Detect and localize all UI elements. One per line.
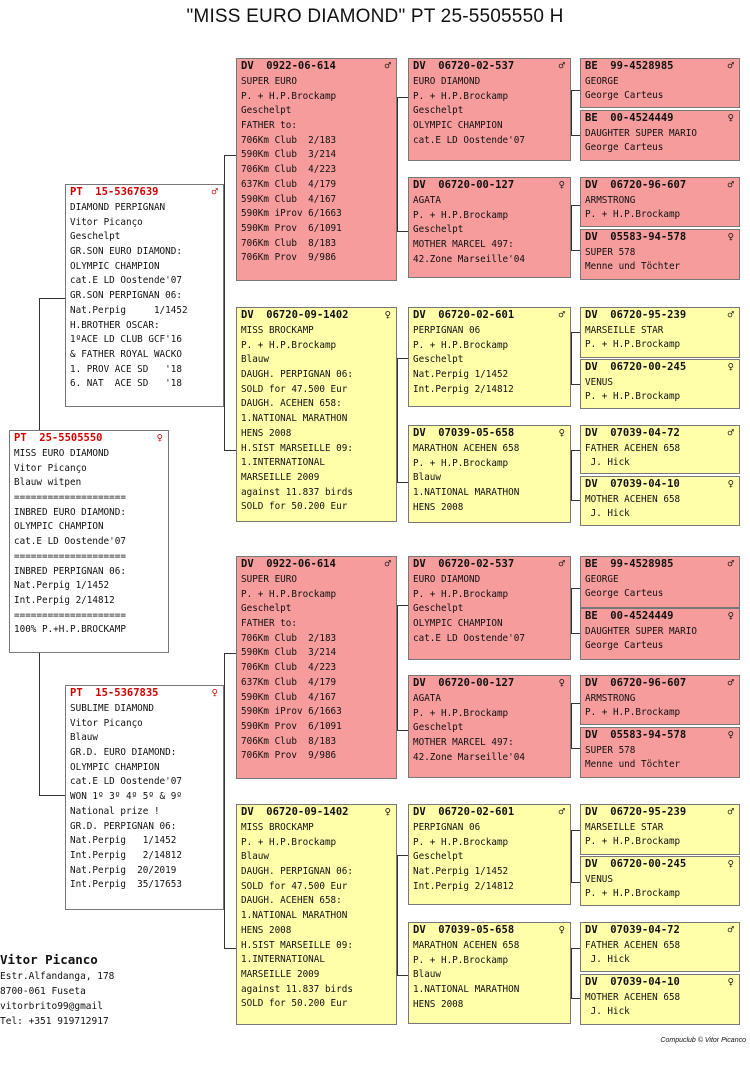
pedigree-line: PERPIGNAN 06 (413, 325, 481, 336)
pedigree-line: GR.SON PERPIGNAN 06: (70, 290, 182, 302)
ggp-card-agata-2: DV 06720-00-127 ♀ AGATA P. + H.P.Brockamp Geschelpt MOTHER MARCEL 497: 42.Zone Marseille'04 (408, 675, 571, 778)
pedigree-line: HENS 2008 (241, 924, 292, 936)
pedigree-line: P. + H.P.Brockamp (413, 954, 509, 966)
gggp-card-marseille-star-2: DV 06720-95-239 ♂ MARSEILLE STAR P. + H.P.Brockamp (580, 804, 740, 855)
gggp-card-daughter-super-mario-2: BE 00-4524449 ♀ DAUGHTER SUPER MARIO George Carteus (580, 608, 740, 660)
pedigree-line: MOTHER MARCEL 497: (413, 239, 514, 251)
pedigree-line: 590Km Club 3/214 (241, 149, 337, 161)
pedigree-line: H.SIST MARSEILLE 09: (241, 442, 353, 454)
pedigree-line: VENUS (585, 377, 613, 388)
pedigree-line: P. + H.P.Brockamp (585, 391, 681, 403)
pedigree-line: SUBLIME DIAMOND (70, 703, 154, 714)
pedigree-line: GEORGE (585, 574, 619, 585)
pedigree-line: FATHER ACEHEN 658 (585, 940, 681, 951)
male-symbol-icon: ♂ (558, 558, 565, 570)
female-symbol-icon: ♀ (384, 806, 391, 818)
pedigree-line: P. + H.P.Brockamp (241, 588, 337, 600)
pedigree-line: HENS 2008 (241, 427, 292, 439)
father-card (65, 184, 224, 407)
pedigree-line: Vitor Picanço (70, 717, 143, 729)
father-lines (66, 200, 223, 392)
pedigree-line: DAUGH. PERPIGNAN 06: (241, 866, 353, 878)
mother-card (65, 685, 224, 910)
pedigree-line: ARMSTRONG (585, 693, 636, 704)
pedigree-line: P. + H.P.Brockamp (585, 209, 681, 221)
pedigree-line: SOLD for 50.200 Eur (241, 998, 348, 1010)
pedigree-line: Int.Perpig 2/14812 (413, 383, 514, 395)
pedigree-line: Geschelpt (413, 603, 464, 615)
male-symbol-icon: ♂ (727, 806, 734, 818)
female-symbol-icon: ♀ (727, 729, 734, 741)
pedigree-line: 1.NATIONAL MARATHON (241, 910, 348, 922)
breeder-postcode: 8700-061 Fuseta (0, 986, 86, 997)
pedigree-line: WON 1º 3º 4º 5º & 9º (70, 791, 182, 803)
pedigree-line: 637Km Club 4/179 (241, 676, 337, 688)
pedigree-line: 1.NATIONAL MARATHON (241, 413, 348, 425)
pedigree-line: P. + H.P.Brockamp (241, 339, 337, 351)
ggp-card-perpignan-2: DV 06720-02-601 ♂ PERPIGNAN 06 P. + H.P.Brockamp Geschelpt Nat.Perpig 1/1452 Int.Perpig 2/14812 (408, 804, 571, 905)
female-symbol-icon: ♀ (727, 231, 734, 243)
pedigree-line: DAUGHTER SUPER MARIO (585, 626, 697, 637)
male-symbol-icon: ♂ (727, 179, 734, 191)
grandparent-card-miss-brockamp-2: DV 06720-09-1402 ♀ MISS BROCKAMP P. + H.P.Brockamp Blauw DAUGH. PERPIGNAN 06: SOLD for 47.500 Eur DAUGH. ACEHEN 658: 1.NATIONAL MARATHON HENS 2008 H.SIST MARSEILLE 09: 1.INTERNATIONAL MARSEILLE 2009 against 11.837 birds SOLD for 50.200 Eur (236, 804, 397, 1025)
pedigree-line: 1ºACE LD CLUB GCF'16 (70, 334, 182, 346)
male-symbol-icon: ♂ (558, 806, 565, 818)
gggp-card-super-578-2: DV 05583-94-578 ♀ SUPER 578 Menne und Töchter (580, 727, 740, 778)
pedigree-line: Geschelpt (413, 105, 464, 117)
pedigree-line: 706Km Club 8/183 (241, 237, 337, 249)
gggp-card-venus-2: DV 06720-00-245 ♀ VENUS P. + H.P.Brockamp (580, 856, 740, 906)
pedigree-line: MOTHER ACEHEN 658 (585, 992, 681, 1003)
pedigree-line: GR.D. PERPIGNAN 06: (70, 820, 177, 832)
mother-lines (66, 701, 223, 893)
pedigree-line: Nat.Perpig 1/1452 (14, 580, 110, 592)
ggp-card-marathon-2: DV 07039-05-658 ♀ MARATHON ACEHEN 658 P. + H.P.Brockamp Blauw 1.NATIONAL MARATHON HENS 2008 (408, 922, 571, 1024)
pedigree-line: Int.Perpig 35/17653 (70, 879, 182, 891)
pedigree-line: OLYMPIC CHAMPION (70, 761, 160, 773)
pedigree-line: P. + H.P.Brockamp (585, 339, 681, 351)
pedigree-line: 42.Zone Marseille'04 (413, 751, 525, 763)
pedigree-line: 6. NAT ACE SD '18 (70, 378, 182, 390)
female-symbol-icon: ♀ (727, 112, 734, 124)
gggp-card-marseille-star: DV 06720-95-239 ♂ MARSEILLE STAR P. + H.P.Brockamp (580, 307, 740, 358)
pedigree-line: 1.NATIONAL MARATHON (413, 984, 520, 996)
pedigree-line: P. + H.P.Brockamp (413, 588, 509, 600)
pedigree-line: OLYMPIC CHAMPION (70, 260, 160, 272)
male-symbol-icon: ♂ (727, 309, 734, 321)
pedigree-line: 706Km Club 4/223 (241, 662, 337, 674)
pedigree-line: Int.Perpig 2/14812 (413, 880, 514, 892)
subject-ring: PT 25-5505550 ♀ (14, 432, 163, 444)
pedigree-line: against 11.837 birds (241, 983, 353, 995)
female-symbol-icon: ♀ (727, 361, 734, 373)
pedigree-line: Geschelpt (413, 722, 464, 734)
pedigree-line: 590Km Prov 6/1091 (241, 720, 342, 732)
pedigree-line: 1. PROV ACE SD '18 (70, 363, 182, 375)
pedigree-line: Geschelpt (241, 105, 292, 117)
pedigree-line: SUPER EURO (241, 76, 297, 87)
pedigree-line: P. + H.P.Brockamp (413, 209, 509, 221)
male-symbol-icon: ♂ (727, 924, 734, 936)
pedigree-line: Vitor Picanço (70, 216, 143, 228)
pedigree-line: 1.NATIONAL MARATHON (413, 487, 520, 499)
female-symbol-icon: ♀ (558, 924, 565, 936)
pedigree-line: P. + H.P.Brockamp (585, 888, 681, 900)
pedigree-line: OLYMPIC CHAMPION (413, 618, 503, 630)
pedigree-line: Nat.Perpig 1/1452 (413, 369, 509, 381)
pedigree-line: Nat.Perpig 1/1452 (70, 835, 177, 847)
ggp-card-perpignan: DV 06720-02-601 ♂ PERPIGNAN 06 P. + H.P.Brockamp Geschelpt Nat.Perpig 1/1452 Int.Perpig 2/14812 (408, 307, 571, 407)
female-symbol-icon: ♀ (727, 478, 734, 490)
grandparent-card-super-euro-2: DV 0922-06-614 ♂ SUPER EURO P. + H.P.Brockamp Geschelpt FATHER to: 706Km Club 2/183 590Km Club 3/214 706Km Club 4/223 637Km Club 4/179 590Km Club 4/167 590Km iProv 6/1663 590Km Prov 6/1091 706Km Club 8/183 706Km Prov 9/986 (236, 556, 397, 779)
pedigree-line: MARSEILLE 2009 (241, 968, 320, 980)
pedigree-line: Nat.Perpig 1/1452 (70, 304, 188, 316)
pedigree-line: 590Km Club 4/167 (241, 691, 337, 703)
pedigree-line: P. + H.P.Brockamp (241, 90, 337, 102)
pedigree-line: GEORGE (585, 76, 619, 87)
pedigree-line: SOLD for 50.200 Eur (241, 501, 348, 513)
female-symbol-icon: ♀ (558, 427, 565, 439)
pedigree-line: Int.Perpig 2/14812 (70, 849, 182, 861)
pedigree-line: Blauw (413, 472, 441, 484)
gggp-card-father-acehen-2: DV 07039-04-72 ♂ FATHER ACEHEN 658 J. Hick (580, 922, 740, 972)
pedigree-line: 706Km Prov 9/986 (241, 252, 337, 264)
pedigree-line: SUPER 578 (585, 247, 636, 258)
pedigree-line: J. Hick (585, 457, 630, 469)
gggp-card-george: BE 99-4528985 ♂ GEORGE George Carteus (580, 58, 740, 108)
male-symbol-icon: ♂ (558, 309, 565, 321)
pedigree-line: MARATHON ACEHEN 658 (413, 443, 520, 454)
pedigree-line: Int.Perpig 2/14812 (14, 594, 115, 606)
pedigree-line: EURO DIAMOND (413, 574, 481, 585)
pedigree-line: Vitor Picanço (14, 462, 87, 474)
pedigree-title: "MISS EURO DIAMOND" PT 25-5505550 H (186, 6, 564, 27)
female-symbol-icon: ♀ (558, 677, 565, 689)
pedigree-line: MISS BROCKAMP (241, 822, 314, 833)
male-symbol-icon: ♂ (384, 60, 391, 72)
pedigree-line: DAUGH. PERPIGNAN 06: (241, 369, 353, 381)
pedigree-line: J. Hick (585, 954, 630, 966)
pedigree-line: Blauw (70, 732, 98, 744)
pedigree-line: H.SIST MARSEILLE 09: (241, 939, 353, 951)
pedigree-line: OLYMPIC CHAMPION (14, 521, 104, 533)
pedigree-line: DAUGHTER SUPER MARIO (585, 128, 697, 139)
pedigree-line: EURO DIAMOND (413, 76, 481, 87)
pedigree-line: 590Km iProv 6/1663 (241, 208, 342, 220)
pedigree-line: H.BROTHER OSCAR: (70, 319, 160, 331)
gggp-card-armstrong-2: DV 06720-96-607 ♂ ARMSTRONG P. + H.P.Brockamp (580, 675, 740, 725)
gggp-card-daughter-super-mario: BE 00-4524449 ♀ DAUGHTER SUPER MARIO George Carteus (580, 110, 740, 161)
male-symbol-icon: ♂ (558, 60, 565, 72)
grandparent-card-super-euro: DV 0922-06-614 ♂ SUPER EURO P. + H.P.Brockamp Geschelpt FATHER to: 706Km Club 2/183 590Km Club 3/214 706Km Club 4/223 637Km Club 4/179 590Km Club 4/167 590Km iProv 6/1663 590Km Prov 6/1091 706Km Club 8/183 706Km Prov 9/986 (236, 58, 397, 281)
pedigree-line: 590Km Club 3/214 (241, 647, 337, 659)
male-symbol-icon: ♂ (727, 427, 734, 439)
breeder-address: Estr.Alfandanga, 178 (0, 971, 115, 982)
pedigree-line: P. + H.P.Brockamp (585, 707, 681, 719)
pedigree-line: MISS EURO DIAMOND (14, 448, 110, 459)
father-ring: PT 15-5367639 ♂ (70, 186, 218, 198)
pedigree-line: MARSEILLE STAR (585, 325, 664, 336)
gggp-card-venus: DV 06720-00-245 ♀ VENUS P. + H.P.Brockamp (580, 359, 740, 409)
pedigree-line: HENS 2008 (413, 998, 464, 1010)
pedigree-line: Geschelpt (413, 851, 464, 863)
pedigree-line: MISS BROCKAMP (241, 325, 314, 336)
gggp-card-mother-acehen: DV 07039-04-10 ♀ MOTHER ACEHEN 658 J. Hick (580, 476, 740, 526)
male-symbol-icon: ♂ (727, 60, 734, 72)
pedigree-line: Blauw (241, 851, 269, 863)
pedigree-line: Geschelpt (70, 231, 121, 243)
pedigree-line: cat.E LD Oostende'07 (413, 134, 525, 146)
pedigree-line: 42.Zone Marseille'04 (413, 253, 525, 265)
male-symbol-icon: ♂ (727, 677, 734, 689)
pedigree-line: cat.E LD Oostende'07 (14, 536, 126, 548)
pedigree-line: P. + H.P.Brockamp (585, 836, 681, 848)
gggp-card-mother-acehen-2: DV 07039-04-10 ♀ MOTHER ACEHEN 658 J. Hick (580, 974, 740, 1025)
ggp-card-agata: DV 06720-00-127 ♀ AGATA P. + H.P.Brockamp Geschelpt MOTHER MARCEL 497: 42.Zone Marseille'04 (408, 177, 571, 278)
pedigree-line: George Carteus (585, 142, 664, 154)
pedigree-line: 1.INTERNATIONAL (241, 954, 325, 966)
pedigree-line: P. + H.P.Brockamp (241, 836, 337, 848)
pedigree-line: against 11.837 birds (241, 486, 353, 498)
pedigree-line: AGATA (413, 693, 441, 704)
pedigree-line: GR.SON EURO DIAMOND: (70, 246, 182, 258)
pedigree-line: DAUGH. ACEHEN 658: (241, 398, 342, 410)
male-symbol-icon: ♂ (727, 558, 734, 570)
pedigree-line: 637Km Club 4/179 (241, 178, 337, 190)
pedigree-line: GR.D. EURO DIAMOND: (70, 747, 177, 759)
pedigree-line: MOTHER MARCEL 497: (413, 737, 514, 749)
female-symbol-icon: ♀ (727, 858, 734, 870)
ggp-card-euro-diamond-2: DV 06720-02-537 ♂ EURO DIAMOND P. + H.P.Brockamp Geschelpt OLYMPIC CHAMPION cat.E LD Oostende'07 (408, 556, 571, 660)
breeder-email: vitorbrito99@gmail (0, 1001, 103, 1012)
pedigree-line: 590Km Club 4/167 (241, 193, 337, 205)
pedigree-line: FATHER to: (241, 618, 297, 630)
pedigree-line: cat.E LD Oostende'07 (413, 632, 525, 644)
female-symbol-icon: ♀ (384, 309, 391, 321)
mother-ring: PT 15-5367835 ♀ (70, 687, 218, 699)
pedigree-line: P. + H.P.Brockamp (413, 339, 509, 351)
pedigree-line: 706Km Club 2/183 (241, 134, 337, 146)
pedigree-line: Geschelpt (413, 224, 464, 236)
pedigree-line: SOLD for 47.500 Eur (241, 880, 348, 892)
pedigree-line: 706Km Club 2/183 (241, 632, 337, 644)
pedigree-line: ==================== (14, 492, 126, 504)
pedigree-line: 706Km Prov 9/986 (241, 750, 337, 762)
female-symbol-icon: ♀ (211, 687, 218, 699)
pedigree-line: P. + H.P.Brockamp (413, 707, 509, 719)
pedigree-line: MARSEILLE STAR (585, 822, 664, 833)
pedigree-line: Nat.Perpig 1/1452 (413, 866, 509, 878)
subject-lines (10, 446, 168, 638)
pedigree-line: Nat.Perpig 20/2019 (70, 864, 177, 876)
pedigree-line: 706Km Club 4/223 (241, 164, 337, 176)
pedigree-line: DIAMOND PERPIGNAN (70, 202, 166, 213)
pedigree-line: HENS 2008 (413, 501, 464, 513)
pedigree-line: P. + H.P.Brockamp (413, 836, 509, 848)
pedigree-line: & FATHER ROYAL WACKO (70, 348, 182, 360)
pedigree-line: P. + H.P.Brockamp (413, 457, 509, 469)
pedigree-line: Geschelpt (241, 603, 292, 615)
gggp-card-father-acehen: DV 07039-04-72 ♂ FATHER ACEHEN 658 J. Hick (580, 425, 740, 474)
pedigree-line: ==================== (14, 550, 126, 562)
breeder-info (0, 951, 114, 1029)
pedigree-line: MARATHON ACEHEN 658 (413, 940, 520, 951)
female-symbol-icon: ♀ (156, 432, 163, 444)
grandparent-card-miss-brockamp: DV 06720-09-1402 ♀ MISS BROCKAMP P. + H.P.Brockamp Blauw DAUGH. PERPIGNAN 06: SOLD for 47.500 Eur DAUGH. ACEHEN 658: 1.NATIONAL MARATHON HENS 2008 H.SIST MARSEILLE 09: 1.INTERNATIONAL MARSEILLE 2009 against 11.837 birds SOLD for 50.200 Eur (236, 307, 397, 522)
pedigree-line: SUPER 578 (585, 745, 636, 756)
pedigree-line: DAUGH. ACEHEN 658: (241, 895, 342, 907)
ggp-card-euro-diamond: DV 06720-02-537 ♂ EURO DIAMOND P. + H.P.Brockamp Geschelpt OLYMPIC CHAMPION cat.E LD Oostende'07 (408, 58, 571, 161)
ggp-card-marathon: DV 07039-05-658 ♀ MARATHON ACEHEN 658 P. + H.P.Brockamp Blauw 1.NATIONAL MARATHON HENS 2008 (408, 425, 571, 523)
pedigree-line: ==================== (14, 609, 126, 621)
pedigree-line: Blauw (413, 969, 441, 981)
pedigree-line: Menne und Töchter (585, 261, 681, 273)
pedigree-line: AGATA (413, 195, 441, 206)
pedigree-line: MARSEILLE 2009 (241, 471, 320, 483)
pedigree-line: FATHER ACEHEN 658 (585, 443, 681, 454)
male-symbol-icon: ♂ (384, 558, 391, 570)
pedigree-line: VENUS (585, 874, 613, 885)
pedigree-line: 1.INTERNATIONAL (241, 457, 325, 469)
pedigree-line: Blauw witpen (14, 477, 82, 489)
breeder-name: Vitor Picanco (0, 952, 98, 967)
gggp-card-super-578: DV 05583-94-578 ♀ SUPER 578 Menne und Töchter (580, 229, 740, 280)
subject-card (9, 430, 169, 653)
pedigree-line: ARMSTRONG (585, 195, 636, 206)
pedigree-line: INBRED PERPIGNAN 06: (14, 565, 126, 577)
male-symbol-icon: ♂ (211, 186, 218, 198)
software-credit: Compuclub © Vitor Picanco (660, 1037, 746, 1044)
pedigree-line: Menne und Töchter (585, 759, 681, 771)
pedigree-line: cat.E LD Oostende'07 (70, 275, 182, 287)
pedigree-line: George Carteus (585, 588, 664, 600)
pedigree-line: SUPER EURO (241, 574, 297, 585)
gggp-card-armstrong: DV 06720-96-607 ♂ ARMSTRONG P. + H.P.Brockamp (580, 177, 740, 227)
pedigree-line: cat.E LD Oostende'07 (70, 776, 182, 788)
pedigree-line: MOTHER ACEHEN 658 (585, 494, 681, 505)
pedigree-line: P. + H.P.Brockamp (413, 90, 509, 102)
pedigree-line: George Carteus (585, 90, 664, 102)
pedigree-line: J. Hick (585, 508, 630, 520)
pedigree-line: Geschelpt (413, 354, 464, 366)
pedigree-line: 100% P.+H.P.BROCKAMP (14, 624, 126, 636)
pedigree-line: Blauw (241, 354, 269, 366)
pedigree-line: 706Km Club 8/183 (241, 735, 337, 747)
female-symbol-icon: ♀ (558, 179, 565, 191)
pedigree-line: SOLD for 47.500 Eur (241, 383, 348, 395)
female-symbol-icon: ♀ (727, 610, 734, 622)
pedigree-line: OLYMPIC CHAMPION (413, 120, 503, 132)
pedigree-line: George Carteus (585, 640, 664, 652)
pedigree-line: INBRED EURO DIAMOND: (14, 506, 126, 518)
pedigree-line: J. Hick (585, 1006, 630, 1018)
pedigree-line: 590Km Prov 6/1091 (241, 222, 342, 234)
pedigree-line: 590Km iProv 6/1663 (241, 706, 342, 718)
female-symbol-icon: ♀ (727, 976, 734, 988)
pedigree-line: PERPIGNAN 06 (413, 822, 481, 833)
gggp-card-george-2: BE 99-4528985 ♂ GEORGE George Carteus (580, 556, 740, 608)
pedigree-line: National prize ! (70, 805, 160, 817)
breeder-phone: Tel: +351 919712917 (0, 1016, 109, 1027)
pedigree-line: FATHER to: (241, 120, 297, 132)
